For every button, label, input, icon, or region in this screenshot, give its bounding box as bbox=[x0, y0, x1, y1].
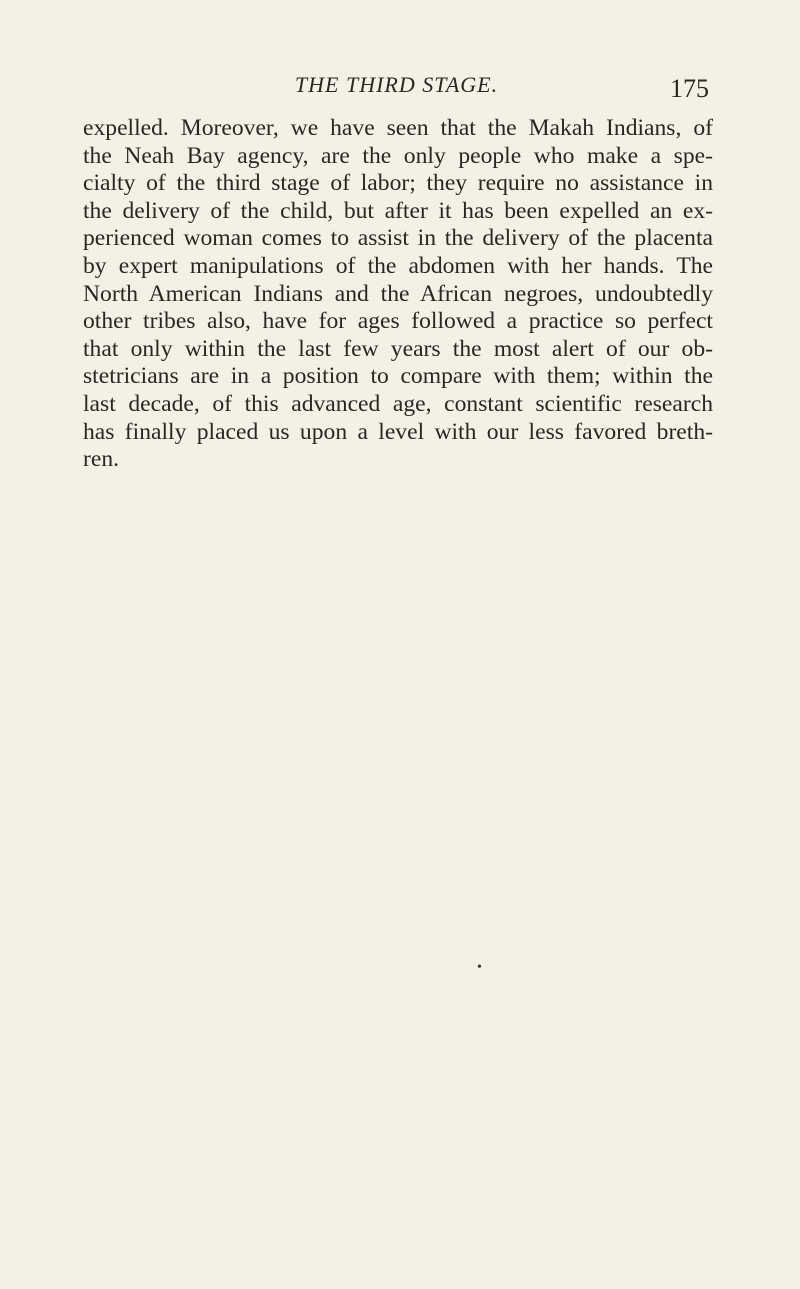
text-line: the Neah Bay agency, are the only people who make a spe- bbox=[83, 142, 713, 169]
body-paragraph bbox=[83, 115, 713, 474]
text-line: that only within the last few years the most alert of our ob- bbox=[83, 335, 713, 362]
text-line: cialty of the third stage of labor; they require no assistance in bbox=[83, 170, 713, 197]
text-line: stetricians are in a position to compare with them; within the bbox=[83, 363, 713, 390]
text-line: has finally placed us upon a level with our less favored breth- bbox=[83, 418, 713, 445]
text-line: the delivery of the child, but after it has been expelled an ex- bbox=[83, 197, 713, 224]
page-number: 175 bbox=[670, 74, 709, 103]
text-line-last: ren. bbox=[83, 446, 120, 473]
text-line: by expert manipulations of the abdomen with her hands. The bbox=[83, 252, 713, 279]
text-line: other tribes also, have for ages followed a practice so perfect bbox=[83, 308, 713, 335]
stray-mark: • bbox=[477, 960, 482, 975]
running-head bbox=[84, 72, 709, 108]
text-line: perienced woman comes to assist in the delivery of the placenta bbox=[83, 225, 713, 252]
text-line: expelled. Moreover, we have seen that the Makah Indians, of bbox=[83, 115, 713, 141]
text-line: North American Indians and the African negroes, undoubtedly bbox=[83, 280, 713, 307]
running-title: THE THIRD STAGE. bbox=[294, 72, 499, 97]
text-line: last decade, of this advanced age, constant scientific research bbox=[83, 390, 713, 417]
